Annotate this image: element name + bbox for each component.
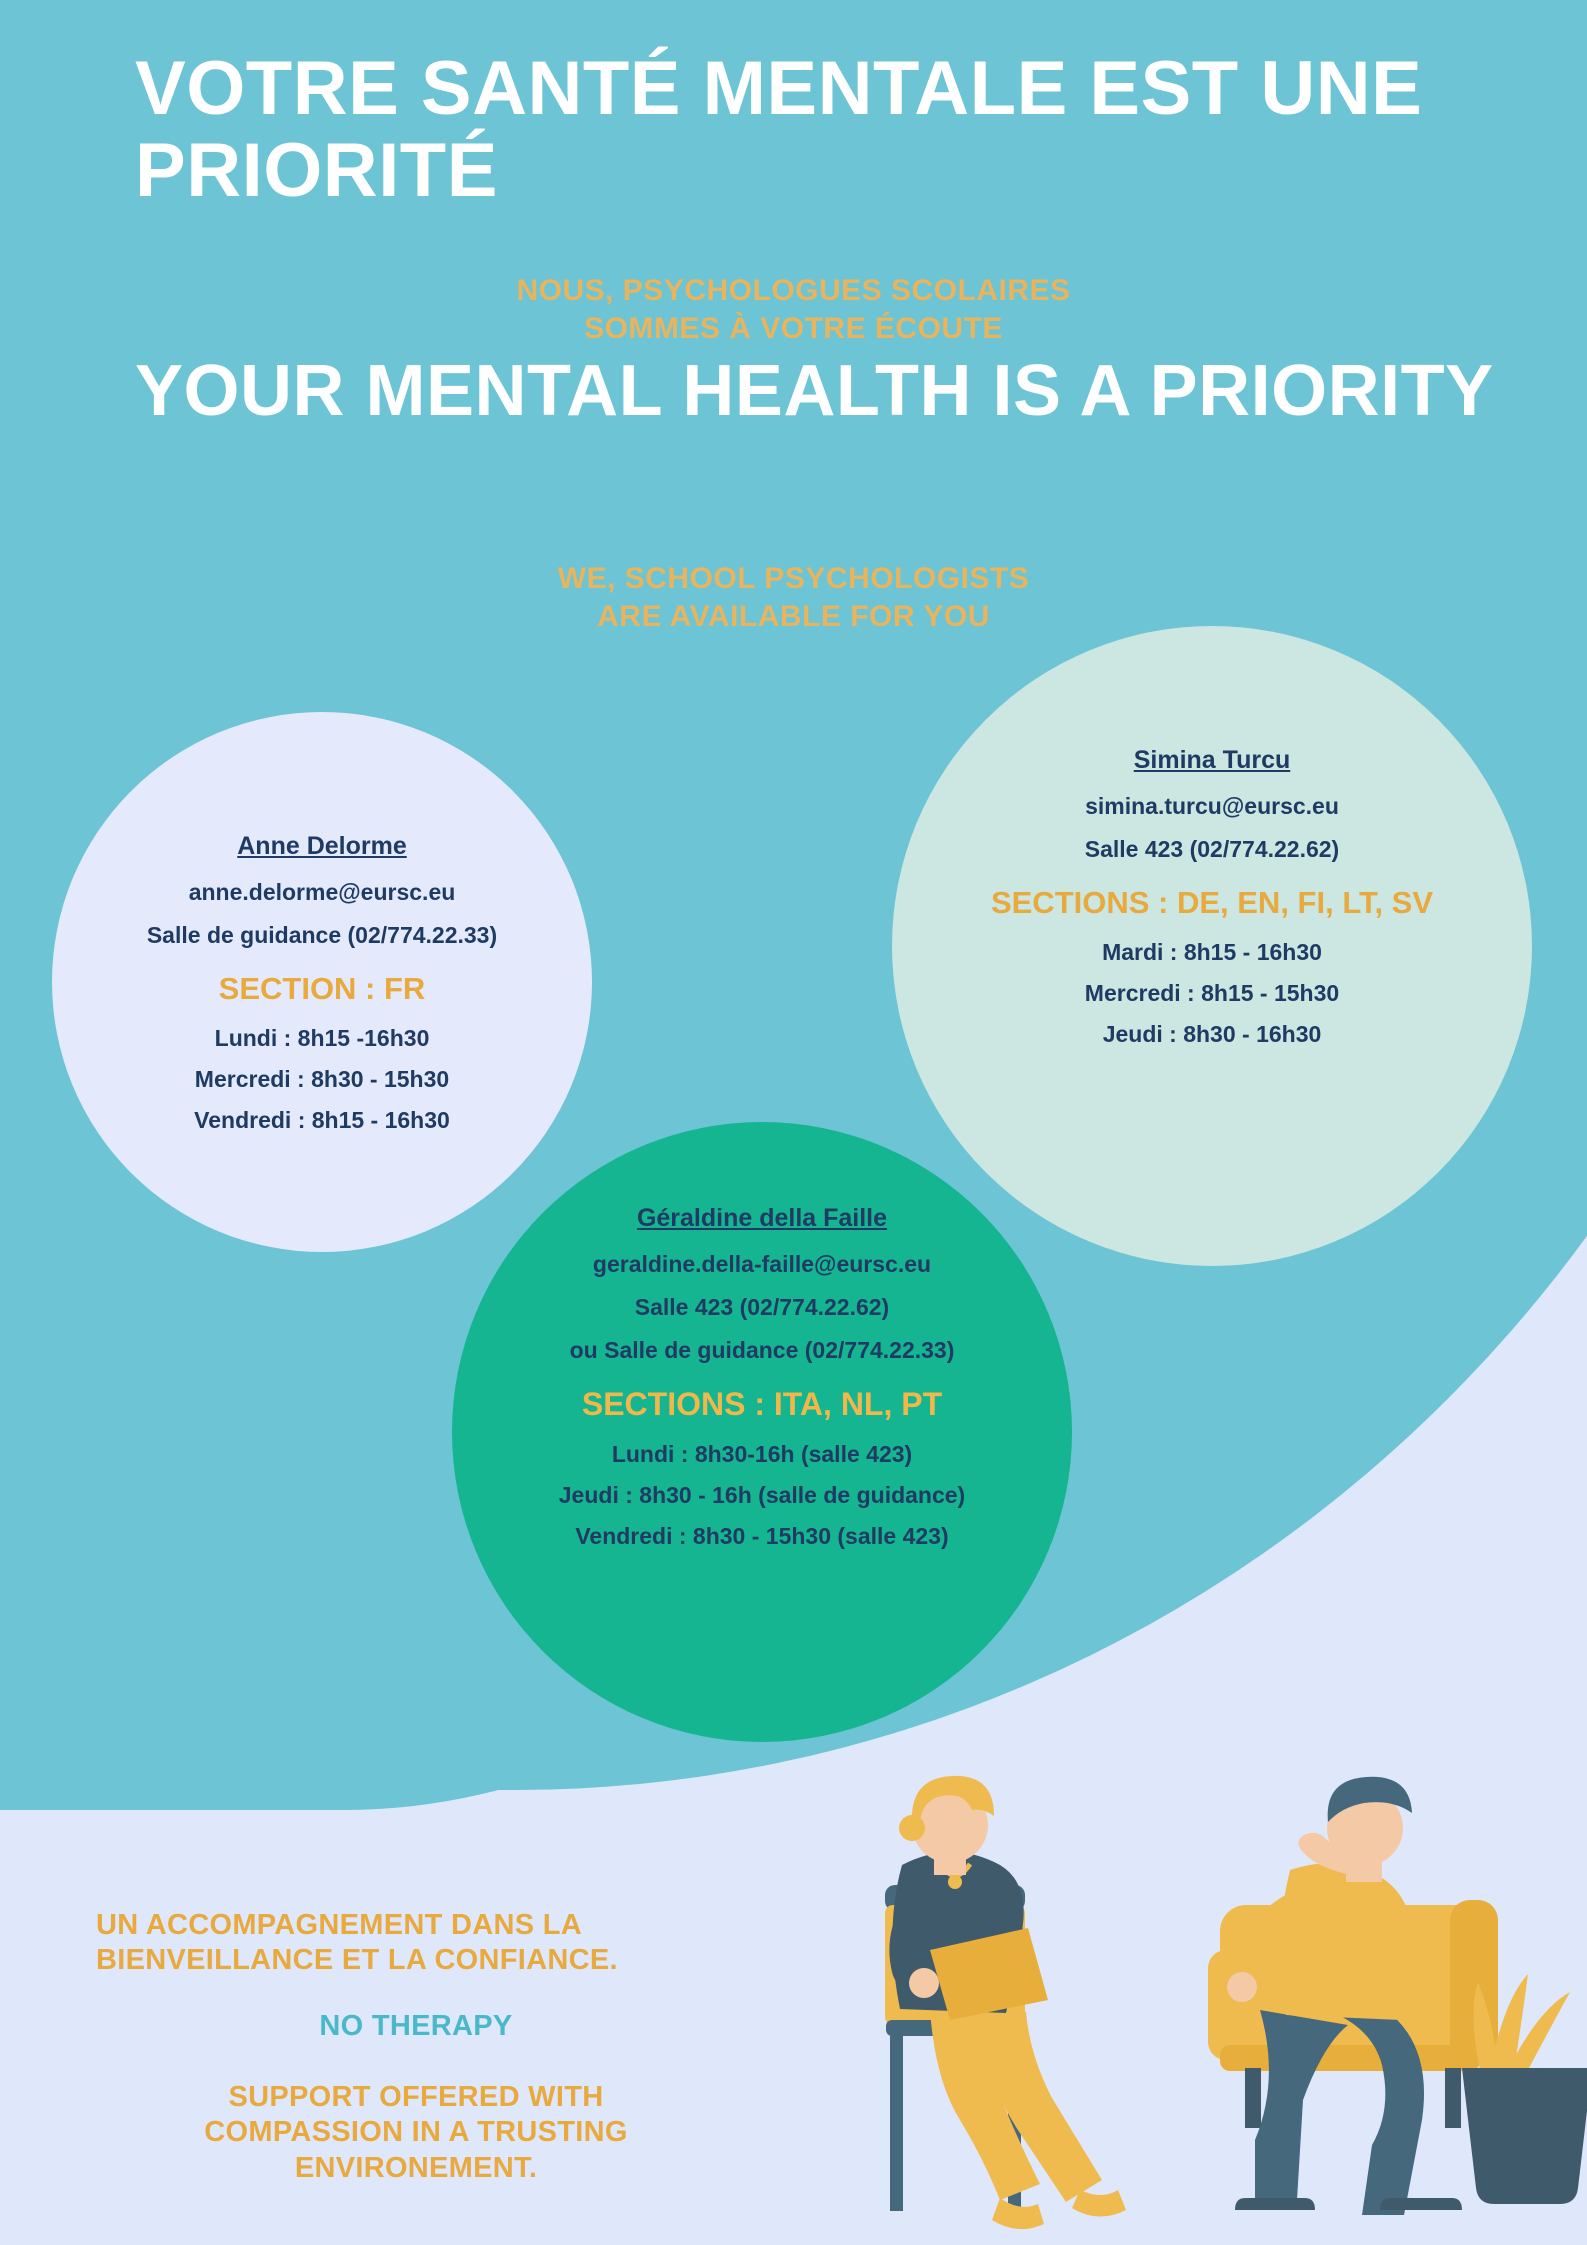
psychologist-name: Géraldine della Faille [636, 1204, 888, 1232]
psychologist-hours-1: Lundi : 8h15 -16h30 [214, 1025, 430, 1051]
illustration-counselling-scene [790, 1650, 1587, 2245]
footer-english-line3: ENVIRONEMENT. [294, 2151, 538, 2184]
subheadline-french-line2: SOMMES À VOTRE ÉCOUTE [584, 311, 1003, 345]
subheadline-english [0, 560, 1587, 635]
psychologist-hours-2: Jeudi : 8h30 - 16h (salle de guidance) [558, 1482, 966, 1508]
psychologist-name: Anne Delorme [237, 832, 407, 860]
psychologist-email: simina.turcu@eursc.eu [1085, 793, 1339, 819]
psychologist-hours-2: Mercredi : 8h15 - 15h30 [1084, 980, 1340, 1006]
psychologist-hours-3: Vendredi : 8h15 - 16h30 [194, 1107, 450, 1133]
psychologist-hours-1: Lundi : 8h30-16h (salle 423) [611, 1441, 913, 1467]
footer-text-english [96, 2080, 736, 2186]
subheadline-english-line2: ARE AVAILABLE FOR YOU [597, 599, 990, 633]
psychologist-name: Simina Turcu [1133, 746, 1291, 774]
footer-english-line2: COMPASSION IN A TRUSTING [204, 2116, 628, 2149]
psychologist-card-geraldine-della-faille [452, 1122, 1072, 1742]
psychologist-email: anne.delorme@eursc.eu [188, 879, 456, 905]
footer-french-line2: BIENVEILLANCE ET LA CONFIANCE. [96, 1944, 618, 1977]
psychologist-hours-3: Jeudi : 8h30 - 16h30 [1102, 1021, 1322, 1047]
psychologist-email: geraldine.della-faille@eursc.eu [592, 1251, 932, 1277]
psychologist-sections: SECTION : FR [218, 971, 426, 1006]
footer-text-no-therapy: NO THERAPY [319, 2010, 513, 2042]
psychologist-room: Salle 423 (02/774.22.62) [634, 1294, 890, 1320]
psychologist-sections: SECTIONS : ITA, NL, PT [581, 1386, 943, 1422]
psychologist-hours-1: Mardi : 8h15 - 16h30 [1102, 939, 1322, 965]
footer-text-french [96, 1908, 796, 1979]
psychologist-card-simina-turcu [892, 626, 1532, 1266]
psychologist-room-alt: ou Salle de guidance (02/774.22.33) [569, 1337, 955, 1363]
footer-french-line1: UN ACCOMPAGNEMENT DANS LA [96, 1909, 582, 1941]
psychologist-room: Salle 423 (02/774.22.62) [1084, 836, 1340, 862]
headline-french: VOTRE SANTÉ MENTALE EST UNE PRIORITÉ [135, 46, 1423, 214]
psychologist-sections: SECTIONS : DE, EN, FI, LT, SV [990, 885, 1434, 920]
subheadline-french-line1: NOUS, PSYCHOLOGUES SCOLAIRES [516, 274, 1071, 307]
psychologist-hours-3: Vendredi : 8h30 - 15h30 (salle 423) [575, 1523, 949, 1549]
subheadline-french [0, 272, 1587, 347]
psychologist-room: Salle de guidance (02/774.22.33) [146, 922, 498, 948]
footer-english-line1: SUPPORT OFFERED WITH [228, 2081, 604, 2113]
psychologist-hours-2: Mercredi : 8h30 - 15h30 [194, 1066, 450, 1092]
subheadline-english-line1: WE, SCHOOL PSYCHOLOGISTS [557, 562, 1030, 595]
psychologist-card-anne-delorme [52, 712, 592, 1252]
headline-english: YOUR MENTAL HEALTH IS A PRIORITY [135, 351, 1494, 431]
